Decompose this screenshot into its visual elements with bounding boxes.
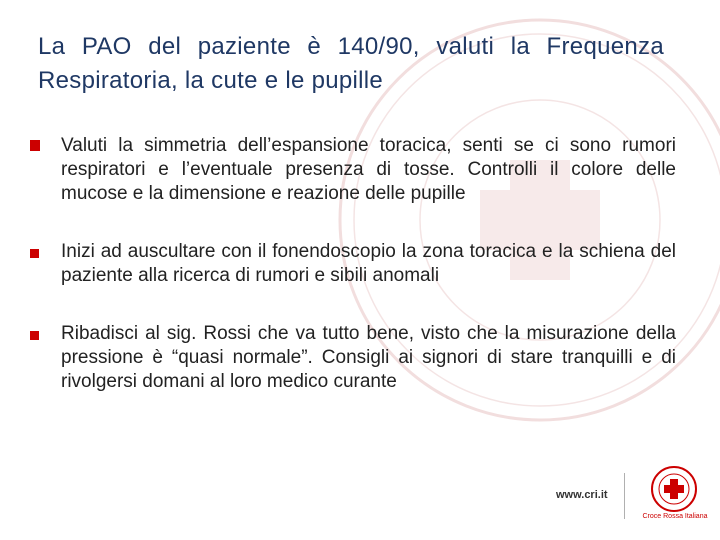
bullet-item bbox=[30, 134, 676, 206]
red-square-icon bbox=[30, 249, 39, 258]
footer-url: www.cri.it bbox=[556, 489, 608, 501]
bullet-item bbox=[30, 322, 676, 394]
bullet-item bbox=[30, 240, 676, 288]
logo-caption: Croce Rossa Italiana bbox=[642, 513, 708, 520]
bullet-text: Valuti la simmetria dell’espansione toracica, senti se ci sono rumori respiratori e l’eventuale presenza di tosse. Controlli il colore delle mucose e la dimensione e reazione delle pupille bbox=[61, 135, 676, 204]
slide-title: La PAO del paziente è 140/90, valuti la Frequenza Respiratoria, la cute e le pupille bbox=[38, 33, 664, 94]
red-square-icon bbox=[30, 331, 39, 340]
bullet-text: Ribadisci al sig. Rossi che va tutto bene, visto che la misurazione della pressione è “quasi normale”. Consigli ai signori di stare tranquilli e di rivolgersi domani al loro medico curante bbox=[61, 323, 676, 392]
red-cross-emblem-icon bbox=[650, 465, 698, 513]
bullet-list bbox=[30, 134, 676, 428]
bullet-text: Inizi ad auscultare con il fonendoscopio la zona toracica e la schiena del paziente alla ricerca di rumori e sibili anomali bbox=[61, 241, 676, 286]
red-square-icon bbox=[30, 140, 40, 151]
footer-divider bbox=[624, 473, 625, 519]
